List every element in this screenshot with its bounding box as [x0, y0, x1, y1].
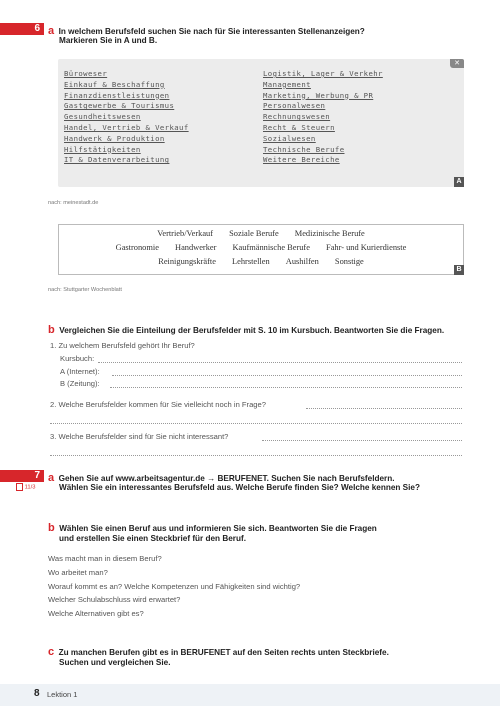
category-item[interactable]: Recht & Steuern: [263, 122, 335, 132]
answer-line[interactable]: [98, 362, 462, 363]
job-category-box-a: [58, 59, 464, 187]
letter-b: b: [48, 522, 55, 534]
letter-a: a: [48, 472, 55, 484]
category-item[interactable]: Gesundheitswesen: [64, 112, 141, 122]
instruction-line-1: Zu manchen Berufen gibt es in BERUFENET auf den Seiten rechts unten Steckbriefe.: [58, 648, 389, 657]
close-icon: ✕: [450, 59, 464, 68]
category-item[interactable]: Handel, Vertrieb & Verkauf: [64, 122, 189, 132]
instruction-line-1: In welchem Berufsfeld suchen Sie nach für Sie interessanten Stellenanzeigen?: [58, 27, 365, 36]
question-item: Worauf kommt es an? Welche Kompetenzen und Fähigkeiten sind wichtig?: [48, 581, 301, 591]
page-footer: [0, 684, 500, 706]
question-3: 3. Welche Berufsfelder sind für Sie nicht interessant?: [50, 432, 229, 441]
exercise-number-7: 7: [0, 470, 44, 482]
box-tag-a: A: [454, 177, 464, 187]
category-item[interactable]: Handwerker: [175, 243, 217, 252]
category-item[interactable]: Reinigungskräfte: [158, 257, 216, 266]
question-1: 1. Zu welchem Berufsfeld gehört Ihr Beruf?: [50, 341, 195, 350]
category-item[interactable]: Management: [263, 79, 311, 89]
category-item[interactable]: Gastronomie: [115, 243, 159, 252]
letter-c: c: [48, 646, 55, 658]
question-2: 2. Welche Berufsfelder kommen für Sie vielleicht noch in Frage?: [50, 400, 266, 409]
category-item[interactable]: IT & Datenverarbeitung: [64, 155, 170, 165]
source-note-a: nach: meinestadt.de: [48, 200, 99, 206]
source-note-b: nach: Stuttgarter Wochenblatt: [48, 287, 122, 293]
category-item[interactable]: Personalwesen: [263, 101, 326, 111]
instruction-line-2: Suchen und vergleichen Sie.: [59, 658, 171, 667]
category-item[interactable]: Aushilfen: [285, 257, 319, 266]
category-item[interactable]: Einkauf & Beschaffung: [64, 79, 165, 89]
category-item[interactable]: Handwerk & Produktion: [64, 133, 165, 143]
letter-b: b: [48, 324, 55, 336]
category-item[interactable]: Gastgewerbe & Tourismus: [64, 101, 175, 111]
category-item[interactable]: Logistik, Lager & Verkehr: [263, 69, 383, 78]
question-item: Welche Alternativen gibt es?: [48, 609, 144, 619]
exercise-number-6: 6: [0, 23, 44, 35]
profile-questions: [48, 552, 300, 621]
audio-icon: [16, 483, 23, 491]
category-row-1: [59, 229, 463, 238]
instruction-line-1: Wählen Sie einen Beruf aus und informieren Sie sich. Beantworten Sie die Fragen: [59, 524, 377, 533]
category-row-2: [59, 243, 463, 252]
category-item[interactable]: Finanzdienstleistungen: [64, 90, 170, 100]
category-item[interactable]: Fahr- und Kurierdienste: [326, 243, 407, 252]
instruction-line-2: Wählen Sie ein interessantes Berufsfeld aus. Welche Berufe finden Sie? Welche kennen Sie?: [59, 483, 420, 492]
question-item: Welcher Schulabschluss wird erwartet?: [48, 595, 181, 605]
category-item[interactable]: Vertrieb/Verkauf: [157, 229, 214, 238]
answer-line[interactable]: [306, 408, 462, 409]
category-item[interactable]: Rechnungswesen: [263, 112, 331, 122]
category-item[interactable]: Soziale Berufe: [229, 229, 279, 238]
category-item[interactable]: Lehrstellen: [232, 257, 270, 266]
answer-line[interactable]: [112, 375, 462, 376]
answer-line[interactable]: [50, 423, 462, 424]
answer-line[interactable]: [50, 455, 462, 456]
track-number: 11/3: [24, 484, 36, 491]
audio-track: [16, 483, 35, 491]
exercise-6b-instruction: [48, 320, 444, 338]
answer-label-kursbuch: Kursbuch:: [60, 354, 95, 363]
category-item[interactable]: Sonstige: [334, 257, 364, 266]
category-row-3: [59, 257, 463, 266]
question-item: Wo arbeitet man?: [48, 567, 108, 577]
category-item[interactable]: Medizinische Berufe: [294, 229, 365, 238]
job-category-box-b: [58, 224, 464, 275]
answer-line[interactable]: [262, 440, 462, 441]
answer-label-internet: A (Internet):: [60, 367, 100, 376]
answer-label-zeitung: B (Zeitung):: [60, 379, 100, 388]
box-tag-b: B: [454, 265, 464, 275]
category-item[interactable]: Marketing, Werbung & PR: [263, 90, 374, 100]
page-number: 8: [34, 688, 40, 699]
category-item[interactable]: Kaufmännische Berufe: [232, 243, 310, 252]
question-item: Was macht man in diesem Beruf?: [48, 554, 162, 563]
instruction-line-1: Gehen Sie auf www.arbeitsagentur.de → BERUFENET. Suchen Sie nach Berufsfeldern.: [58, 474, 395, 483]
instruction-text: Vergleichen Sie die Einteilung der Berufsfelder mit S. 10 im Kursbuch. Beantworten Sie die Fragen.: [59, 326, 445, 335]
letter-a: a: [48, 25, 55, 37]
category-item[interactable]: Sozialwesen: [263, 133, 316, 143]
category-item[interactable]: Weitere Bereiche: [263, 155, 340, 165]
instruction-line-2: Markieren Sie in A und B.: [59, 36, 158, 45]
category-column-right: [263, 69, 383, 166]
category-item[interactable]: Hilfstätigkeiten: [64, 144, 141, 154]
category-item[interactable]: Technische Berufe: [263, 144, 345, 154]
category-item[interactable]: Büroweser: [64, 69, 108, 78]
answer-line[interactable]: [110, 387, 462, 388]
category-column-left: [64, 69, 189, 166]
lesson-label: Lektion 1: [47, 690, 78, 699]
instruction-line-2: und erstellen Sie einen Steckbrief für den Beruf.: [59, 534, 246, 543]
